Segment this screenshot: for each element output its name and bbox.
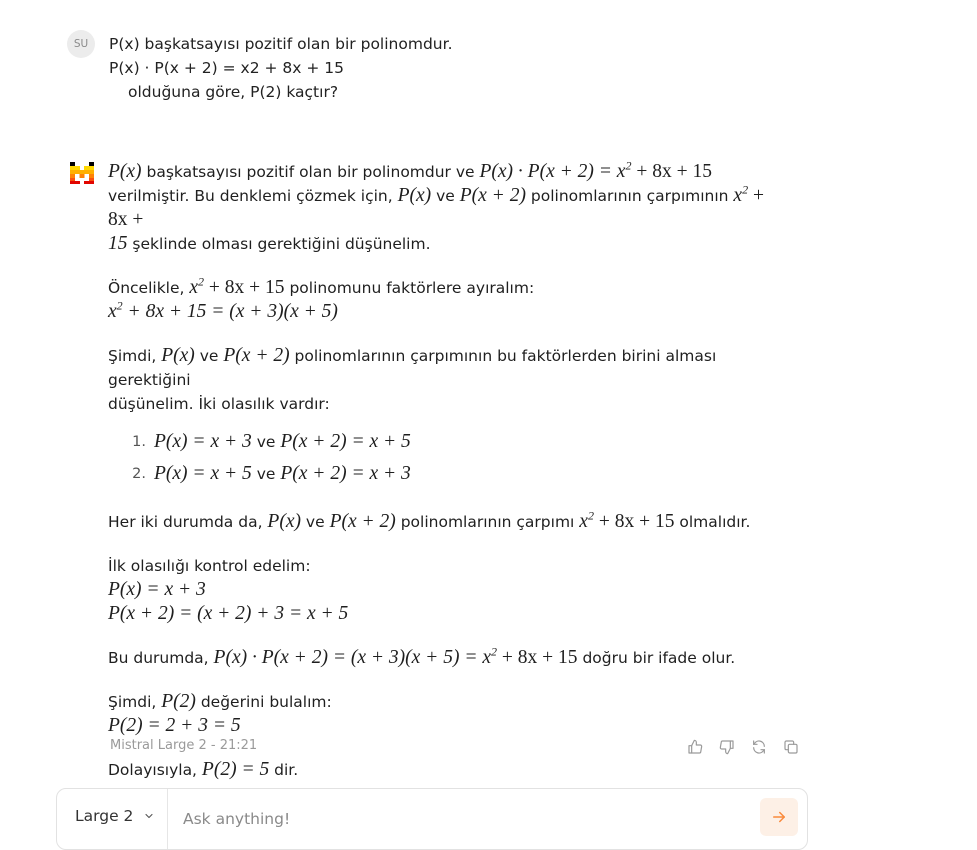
math-px2: P(x + 2): [223, 345, 290, 366]
text: ve: [251, 433, 281, 451]
math-part: + 8x + 15: [631, 161, 712, 182]
math-px: P(x): [161, 345, 195, 366]
math-expr: [213, 644, 578, 668]
text: düşünelim. İki olasılık vardır:: [108, 395, 330, 413]
text: Bu durumda,: [108, 649, 214, 667]
user-avatar: SU: [67, 30, 95, 58]
math-px: P(x): [267, 511, 301, 532]
possibility-list: [108, 426, 788, 490]
math-expr: P(2): [161, 691, 196, 712]
math-part: x: [189, 277, 199, 298]
message-meta: Mistral Large 2 - 21:21: [110, 738, 258, 753]
list-item: [108, 426, 788, 458]
text: ve: [431, 187, 460, 205]
text: Her iki durumda da,: [108, 513, 268, 531]
thumbs-down-icon[interactable]: [718, 738, 736, 756]
math-part: P(x) · P(x + 2) = x: [479, 161, 626, 182]
send-button[interactable]: [760, 798, 798, 836]
math-part: x: [733, 185, 743, 206]
math-part: + 8x + 15 = (x + 3)(x + 5): [122, 301, 338, 322]
math-part: P(x) · P(x + 2) = (x + 3)(x + 5) = x: [213, 647, 492, 668]
paragraph-factor: [108, 276, 788, 324]
math-number: 15: [108, 233, 128, 254]
superscript: 2: [587, 508, 594, 523]
math-answer: P(2) = 5: [201, 759, 270, 780]
chat-composer: [56, 788, 808, 850]
text: polinomlarının çarpımının: [525, 187, 734, 205]
text: Dolayısıyla,: [108, 761, 202, 779]
text: polinomunu faktörlere ayıralım:: [284, 279, 535, 297]
text: İlk olasılığı kontrol edelim:: [108, 557, 311, 575]
math-expr: [579, 508, 675, 532]
math-part: + 8x +: [108, 185, 764, 230]
superscript: 2: [625, 158, 632, 173]
model-selector[interactable]: [75, 807, 155, 825]
math-px2: P(x + 2): [459, 185, 526, 206]
math-expr: [189, 274, 285, 298]
math-equation: [479, 158, 712, 182]
text: verilmiştir. Bu denklemi çözmek için,: [108, 187, 398, 205]
math-part: x: [108, 301, 117, 322]
text: polinomlarının çarpımının bu faktörlerden birini alması gerektiğini: [108, 347, 717, 389]
ask-input[interactable]: [181, 805, 745, 833]
math-part: + 8x + 15: [497, 647, 578, 668]
paragraph-verify: [108, 646, 788, 670]
model-label: Large 2: [75, 807, 134, 825]
list-number: 1.: [132, 434, 146, 450]
text: doğru bir ifade olur.: [577, 649, 736, 667]
math-part: x: [579, 511, 588, 532]
math-px: P(x): [397, 185, 432, 206]
text: Şimdi,: [108, 693, 162, 711]
math-expr: P(x) = x + 5: [154, 463, 252, 484]
math-expr: P(x) = x + 3: [154, 431, 252, 452]
math-expr: P(x + 2) = (x + 2) + 3 = x + 5: [108, 603, 349, 624]
superscript: 2: [491, 644, 498, 659]
user-line-2: P(x) · P(x + 2) = x2 + 8x + 15: [109, 59, 345, 77]
paragraph-compute: [108, 690, 788, 738]
math-expr: P(x + 2) = x + 3: [280, 463, 411, 484]
math-part: + 8x + 15: [593, 511, 675, 532]
math-part: + 8x + 15: [204, 277, 285, 298]
copy-icon[interactable]: [782, 738, 800, 756]
arrow-right-icon: [770, 808, 788, 826]
math-px2: P(x + 2): [329, 511, 396, 532]
refresh-icon[interactable]: [750, 738, 768, 756]
superscript: 2: [742, 182, 749, 197]
text: ve: [194, 347, 224, 365]
text: Öncelikle,: [108, 279, 190, 297]
text: ve: [251, 465, 281, 483]
chevron-down-icon: [143, 810, 155, 822]
user-message-text: [109, 32, 453, 104]
thumbs-up-icon[interactable]: [686, 738, 704, 756]
math-expr: P(2) = 2 + 3 = 5: [108, 715, 241, 736]
paragraph-both-cases: [108, 510, 788, 534]
message-actions: [686, 738, 800, 756]
composer-divider: [167, 789, 168, 849]
user-line-1: P(x) başkatsayısı pozitif olan bir polinomdur.: [109, 35, 453, 53]
list-number: 2.: [132, 466, 146, 482]
paragraph-conclusion: [108, 758, 788, 782]
list-item: [108, 458, 788, 490]
text: polinomlarının çarpımı: [395, 513, 580, 531]
math-factorization: [108, 298, 338, 322]
math-px: P(x): [108, 161, 142, 182]
paragraph-possibilities: [108, 344, 788, 416]
math-expr: P(x + 2) = x + 5: [280, 431, 411, 452]
text: Şimdi,: [108, 347, 162, 365]
superscript: 2: [116, 298, 123, 313]
assistant-message-body: [108, 160, 788, 802]
text: şeklinde olması gerektiğini düşünelim.: [127, 235, 431, 253]
text: dir.: [269, 761, 299, 779]
paragraph-intro: [108, 160, 788, 256]
text: ve: [300, 513, 330, 531]
paragraph-check: [108, 554, 788, 626]
text: başkatsayısı pozitif olan bir polinomdur ve: [141, 163, 480, 181]
text: olmalıdır.: [674, 513, 751, 531]
mistral-logo-icon: [70, 162, 94, 184]
superscript: 2: [198, 274, 205, 289]
user-line-3: olduğuna göre, P(2) kaçtır?: [128, 83, 339, 101]
text: değerini bulalım:: [195, 693, 332, 711]
math-expr: P(x) = x + 3: [108, 579, 206, 600]
